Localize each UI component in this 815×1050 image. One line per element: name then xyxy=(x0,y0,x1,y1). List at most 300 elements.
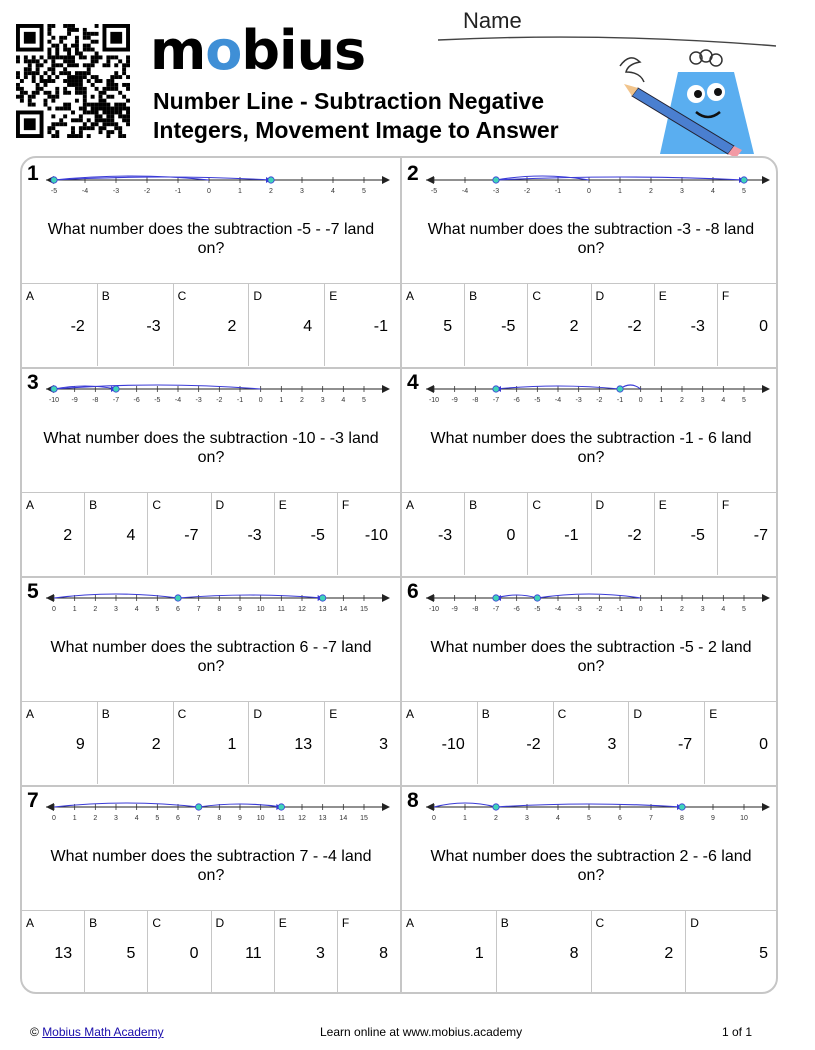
question-text xyxy=(402,638,778,676)
answer-choice[interactable] xyxy=(84,911,147,993)
tick-label: -10 xyxy=(428,606,440,613)
tick-label: -9 xyxy=(451,606,458,613)
problem-cell xyxy=(22,576,400,785)
axis-arrow-icon xyxy=(762,803,770,811)
choice-value: 2 xyxy=(227,318,237,335)
problem-number: 4 xyxy=(407,371,419,394)
problem-cell xyxy=(22,367,400,576)
choice-letter: A xyxy=(406,916,415,930)
tick-label: -3 xyxy=(195,397,202,404)
tick-label: 4 xyxy=(721,606,726,613)
answer-choice[interactable] xyxy=(22,284,97,366)
tick-label: 5 xyxy=(587,815,591,822)
tick-label: 4 xyxy=(134,606,139,613)
start-dot xyxy=(195,804,201,810)
choice-value: -10 xyxy=(441,736,465,753)
problem-number: 7 xyxy=(27,789,39,812)
answer-choice[interactable] xyxy=(337,911,400,993)
tick-label: -8 xyxy=(472,397,479,404)
tick-label: 8 xyxy=(217,606,222,613)
choice-value: -1 xyxy=(564,527,579,544)
problem-number: 5 xyxy=(27,580,39,603)
answer-choices xyxy=(22,492,400,575)
tick-label: -4 xyxy=(554,397,562,404)
choice-letter: A xyxy=(26,289,35,303)
title-line-2: Integers, Movement Image to Answer xyxy=(153,117,559,143)
end-dot xyxy=(113,386,119,392)
tick-label: 0 xyxy=(52,606,56,613)
tick-label: 5 xyxy=(362,188,366,195)
problem-cell xyxy=(402,367,778,576)
answer-choice[interactable] xyxy=(591,911,686,993)
question-line: on? xyxy=(197,240,225,257)
end-dot xyxy=(278,804,284,810)
problem-cell xyxy=(402,576,778,785)
choice-value: 9 xyxy=(75,736,85,753)
title-line-1: Number Line - Subtraction Negative xyxy=(153,88,545,114)
tick-label: 3 xyxy=(300,188,304,195)
tick-label: -1 xyxy=(236,397,244,404)
tick-label: 3 xyxy=(320,397,325,404)
choice-letter: B xyxy=(101,289,110,303)
choice-value: -3 xyxy=(437,527,453,544)
choice-value: 2 xyxy=(151,736,161,753)
number-line xyxy=(46,793,391,827)
tick-label: 8 xyxy=(680,815,684,822)
choice-letter: E xyxy=(658,289,667,303)
tick-label: -4 xyxy=(174,397,182,404)
choice-value: -5 xyxy=(501,318,516,335)
choice-value: -7 xyxy=(677,736,693,753)
answer-choice[interactable] xyxy=(97,284,173,366)
answer-choice[interactable] xyxy=(591,284,654,366)
choice-letter: B xyxy=(89,498,98,512)
choice-value: -3 xyxy=(247,527,262,544)
tick-label: 15 xyxy=(360,815,368,822)
axis-arrow-icon xyxy=(426,385,434,393)
tick-label: 13 xyxy=(318,815,327,822)
tick-label: 4 xyxy=(711,188,715,195)
choice-value: 8 xyxy=(569,945,579,962)
question-text xyxy=(22,847,400,885)
problem-grid xyxy=(20,156,778,994)
question-line: What number does the subtraction -5 - -7 land xyxy=(47,221,375,238)
end-dot xyxy=(741,177,747,183)
start-dot xyxy=(51,386,57,392)
answer-choice[interactable] xyxy=(402,911,496,993)
tick-label: 9 xyxy=(711,815,715,822)
tick-label: 3 xyxy=(700,606,705,613)
question-line: on? xyxy=(197,867,225,884)
tick-label: 5 xyxy=(155,606,160,613)
axis-arrow-icon xyxy=(382,176,390,184)
choice-letter: D xyxy=(633,707,643,721)
choice-letter: D xyxy=(253,289,263,303)
tick-label: 3 xyxy=(114,606,118,613)
answer-choices xyxy=(22,283,400,366)
choice-letter: E xyxy=(658,498,667,512)
axis-arrow-icon xyxy=(382,385,390,393)
tick-label: 0 xyxy=(587,188,591,195)
tick-label: -2 xyxy=(596,397,603,404)
choice-letter: F xyxy=(721,498,730,512)
answer-choice[interactable] xyxy=(591,493,654,575)
answer-choice[interactable] xyxy=(553,702,629,784)
number-line xyxy=(426,375,771,409)
problem-cell xyxy=(22,158,400,367)
tick-label: 4 xyxy=(134,815,139,822)
tick-label: 2 xyxy=(680,606,684,613)
learn-online-text: Learn online at www.mobius.academy xyxy=(320,1025,523,1039)
tick-label: 3 xyxy=(700,397,705,404)
answer-choice[interactable] xyxy=(211,911,274,993)
choice-letter: E xyxy=(329,289,338,303)
answer-choice[interactable] xyxy=(147,493,210,575)
answer-choices xyxy=(402,492,778,575)
choice-letter: D xyxy=(215,916,225,930)
choice-letter: A xyxy=(26,498,35,512)
tick-label: -3 xyxy=(112,188,120,195)
tick-label: 10 xyxy=(256,606,265,613)
answer-choice[interactable] xyxy=(173,284,249,366)
number-line xyxy=(426,166,771,200)
answer-choice[interactable] xyxy=(685,911,778,993)
tick-label: 10 xyxy=(740,815,748,822)
answer-choice[interactable] xyxy=(717,284,778,366)
start-dot xyxy=(51,177,57,183)
choice-value: 0 xyxy=(189,945,199,962)
tick-label: 1 xyxy=(238,188,242,195)
question-line: on? xyxy=(577,449,605,466)
start-dot xyxy=(175,595,181,601)
choice-value: 5 xyxy=(443,318,453,335)
tick-label: 0 xyxy=(207,188,211,195)
tick-label: -2 xyxy=(143,188,151,195)
choice-value: -5 xyxy=(310,527,325,544)
question-text xyxy=(402,847,778,885)
answer-choice[interactable] xyxy=(324,702,400,784)
number-line xyxy=(46,584,391,618)
question-line: What number does the subtraction 6 - -7 land xyxy=(50,639,372,656)
choice-letter: E xyxy=(329,707,338,721)
answer-choice[interactable] xyxy=(22,493,84,575)
choice-letter: C xyxy=(557,707,567,721)
move-arc xyxy=(537,594,640,598)
tick-label: -2 xyxy=(596,606,603,613)
choice-value: 0 xyxy=(759,318,769,335)
answer-choice[interactable] xyxy=(173,702,249,784)
tick-label: 0 xyxy=(52,815,56,822)
tick-label: -4 xyxy=(461,188,469,195)
axis-arrow-icon xyxy=(762,176,770,184)
choice-letter: F xyxy=(341,498,350,512)
tick-label: -4 xyxy=(81,188,89,195)
axis-arrow-icon xyxy=(382,803,390,811)
choice-letter: C xyxy=(152,498,162,512)
choice-letter: B xyxy=(469,289,478,303)
tick-label: 2 xyxy=(300,397,304,404)
tick-label: -7 xyxy=(492,397,500,404)
tick-label: 4 xyxy=(341,397,346,404)
question-text xyxy=(22,638,400,676)
number-line xyxy=(426,584,771,618)
answer-choice[interactable] xyxy=(527,493,590,575)
answer-choice[interactable] xyxy=(704,702,778,784)
tick-label: 5 xyxy=(742,606,746,613)
choice-value: -3 xyxy=(146,318,161,335)
tick-label: 5 xyxy=(155,815,160,822)
tick-label: 14 xyxy=(339,815,348,822)
tick-label: -1 xyxy=(616,606,624,613)
choice-value: 5 xyxy=(759,945,768,962)
answer-choice[interactable] xyxy=(97,702,173,784)
tick-label: 14 xyxy=(339,606,348,613)
tick-label: 1 xyxy=(72,815,77,822)
choice-letter: D xyxy=(215,498,225,512)
tick-label: 3 xyxy=(114,815,118,822)
tick-label: 6 xyxy=(176,606,180,613)
tick-label: -8 xyxy=(92,397,99,404)
choice-letter: B xyxy=(500,916,509,930)
copyright: © Mobius Math Academy xyxy=(30,1025,164,1039)
question-line: on? xyxy=(577,867,605,884)
footer xyxy=(30,1025,752,1043)
choice-value: 1 xyxy=(474,945,484,962)
tick-label: -5 xyxy=(534,606,541,613)
axis-arrow-icon xyxy=(426,176,434,184)
tick-label: 2 xyxy=(649,188,653,195)
tick-label: 2 xyxy=(494,815,498,822)
question-line: on? xyxy=(197,658,225,675)
choice-letter: B xyxy=(481,707,490,721)
start-dot xyxy=(493,804,499,810)
answer-choice[interactable] xyxy=(402,702,477,784)
choice-value: 13 xyxy=(54,945,73,962)
axis-arrow-icon xyxy=(382,594,390,602)
worksheet-title xyxy=(153,87,603,145)
choice-value: -7 xyxy=(753,527,769,544)
choice-letter: B xyxy=(469,498,478,512)
answer-choice[interactable] xyxy=(324,284,400,366)
tick-label: 0 xyxy=(638,606,643,613)
mobius-logo xyxy=(150,16,365,86)
answer-choice[interactable] xyxy=(22,702,97,784)
page-number: 1 of 1 xyxy=(721,1025,752,1039)
question-line: What number does the subtraction 7 - -4 land xyxy=(50,848,372,865)
problem-cell xyxy=(402,158,778,367)
end-dot xyxy=(679,804,685,810)
tick-label: 0 xyxy=(638,397,643,404)
choice-letter: D xyxy=(595,498,605,512)
choice-letter: A xyxy=(406,498,415,512)
choice-value: 11 xyxy=(245,945,262,962)
tick-label: -2 xyxy=(216,397,223,404)
tick-label: 9 xyxy=(238,815,242,822)
tick-label: 4 xyxy=(721,397,726,404)
choice-value: 1 xyxy=(227,736,237,753)
logo-text: mobius xyxy=(150,19,366,82)
answer-choice[interactable] xyxy=(274,493,337,575)
tick-label: -6 xyxy=(513,606,520,613)
choice-value: 3 xyxy=(379,736,388,753)
tick-label: -6 xyxy=(133,397,140,404)
tick-label: -3 xyxy=(492,188,500,195)
choice-value: -1 xyxy=(373,318,388,335)
answer-choice[interactable] xyxy=(496,911,591,993)
choice-value: -2 xyxy=(70,318,85,335)
tick-label: 12 xyxy=(298,815,306,822)
tick-label: 4 xyxy=(331,188,335,195)
name-label: Name xyxy=(463,8,522,33)
answer-choice[interactable] xyxy=(147,911,210,993)
end-dot xyxy=(493,386,499,392)
question-text xyxy=(22,429,400,467)
choice-letter: C xyxy=(177,707,187,721)
choice-letter: D xyxy=(595,289,605,303)
tick-label: 3 xyxy=(525,815,529,822)
choice-letter: A xyxy=(26,707,35,721)
tick-label: 3 xyxy=(680,188,684,195)
axis-arrow-icon xyxy=(762,385,770,393)
choice-value: 4 xyxy=(126,527,136,544)
tick-label: 2 xyxy=(269,188,273,195)
tick-label: 10 xyxy=(256,815,265,822)
answer-choice[interactable] xyxy=(274,911,337,993)
axis-arrow-icon xyxy=(46,594,54,602)
answer-choice[interactable] xyxy=(654,493,717,575)
problem-cell xyxy=(402,785,778,994)
answer-choice[interactable] xyxy=(22,911,84,993)
tick-label: -2 xyxy=(523,188,531,195)
answer-choice[interactable] xyxy=(527,284,590,366)
answer-choice[interactable] xyxy=(402,493,464,575)
number-line xyxy=(426,793,771,827)
tick-label: 2 xyxy=(93,815,98,822)
question-line: What number does the subtraction -10 - -3 land xyxy=(43,430,379,447)
tick-label: 1 xyxy=(279,397,284,404)
choice-value: -2 xyxy=(526,736,541,753)
tick-label: 7 xyxy=(196,606,201,613)
problem-number: 3 xyxy=(27,371,39,394)
choice-letter: E xyxy=(709,707,718,721)
question-text xyxy=(402,429,778,467)
answer-choice[interactable] xyxy=(211,493,274,575)
mascot-pencil-icon xyxy=(608,46,768,158)
answer-choice[interactable] xyxy=(248,702,324,784)
choice-letter: C xyxy=(532,498,542,512)
tick-label: 4 xyxy=(556,815,560,822)
start-dot xyxy=(534,595,540,601)
choice-value: -10 xyxy=(364,527,389,544)
tick-label: -5 xyxy=(534,397,541,404)
answer-choice[interactable] xyxy=(464,284,527,366)
tick-label: -5 xyxy=(430,188,438,195)
answer-choice[interactable] xyxy=(717,493,778,575)
tick-label: -8 xyxy=(472,606,479,613)
choice-letter: F xyxy=(341,916,350,930)
choice-letter: C xyxy=(152,916,162,930)
axis-arrow-icon xyxy=(426,803,434,811)
tick-label: -3 xyxy=(575,397,582,404)
choice-letter: E xyxy=(278,916,287,930)
tick-label: 2 xyxy=(680,397,684,404)
choice-value: -2 xyxy=(627,318,642,335)
tick-label: 1 xyxy=(72,606,77,613)
tick-label: 1 xyxy=(463,815,467,822)
choice-value: -3 xyxy=(690,318,705,335)
choice-value: 3 xyxy=(315,945,325,962)
choice-letter: E xyxy=(278,498,287,512)
choice-value: 5 xyxy=(126,945,136,962)
question-text xyxy=(22,220,400,258)
tick-label: 6 xyxy=(618,815,622,822)
end-dot xyxy=(319,595,325,601)
tick-label: 8 xyxy=(217,815,222,822)
answer-choice[interactable] xyxy=(248,284,324,366)
choice-value: 4 xyxy=(303,318,313,335)
answer-choice[interactable] xyxy=(477,702,553,784)
question-line: What number does the subtraction -5 - 2 land xyxy=(430,639,752,656)
tick-label: 7 xyxy=(196,815,201,822)
start-dot xyxy=(617,386,623,392)
tick-label: -5 xyxy=(50,188,58,195)
move-arc xyxy=(54,803,199,807)
tick-label: 1 xyxy=(659,397,664,404)
answer-choice[interactable] xyxy=(84,493,147,575)
question-line: on? xyxy=(577,240,605,257)
choice-letter: B xyxy=(89,916,98,930)
tick-label: -1 xyxy=(174,188,182,195)
answer-choices xyxy=(22,701,400,784)
choice-value: 13 xyxy=(294,736,313,753)
choice-value: 8 xyxy=(379,945,389,962)
answer-choice[interactable] xyxy=(654,284,717,366)
number-line xyxy=(46,375,391,409)
tick-label: -1 xyxy=(554,188,562,195)
question-line: on? xyxy=(197,449,225,466)
tick-label: 5 xyxy=(742,188,746,195)
answer-choices xyxy=(402,283,778,366)
problem-number: 1 xyxy=(27,162,39,185)
answer-choice[interactable] xyxy=(402,284,464,366)
question-line: What number does the subtraction -3 - -8 land xyxy=(427,221,755,238)
problem-number: 6 xyxy=(407,580,419,603)
axis-arrow-icon xyxy=(426,594,434,602)
start-dot xyxy=(493,177,499,183)
tick-label: -6 xyxy=(513,397,520,404)
choice-value: 2 xyxy=(569,318,579,335)
choice-value: 2 xyxy=(664,945,674,962)
answer-choice[interactable] xyxy=(337,493,400,575)
tick-label: -10 xyxy=(428,397,440,404)
axis-arrow-icon xyxy=(46,803,54,811)
question-line: What number does the subtraction 2 - -6 land xyxy=(430,848,752,865)
choice-letter: D xyxy=(690,916,699,930)
tick-label: 6 xyxy=(176,815,180,822)
tick-label: -9 xyxy=(451,397,458,404)
choice-value: 0 xyxy=(759,736,768,753)
tick-label: -7 xyxy=(492,606,500,613)
choice-value: 0 xyxy=(506,527,516,544)
academy-link[interactable]: Mobius Math Academy xyxy=(42,1025,164,1039)
tick-label: -4 xyxy=(554,606,562,613)
answer-choice[interactable] xyxy=(628,702,704,784)
tick-label: 11 xyxy=(277,606,285,613)
choice-letter: A xyxy=(26,916,35,930)
tick-label: -5 xyxy=(154,397,161,404)
choice-letter: F xyxy=(721,289,730,303)
answer-choice[interactable] xyxy=(464,493,527,575)
